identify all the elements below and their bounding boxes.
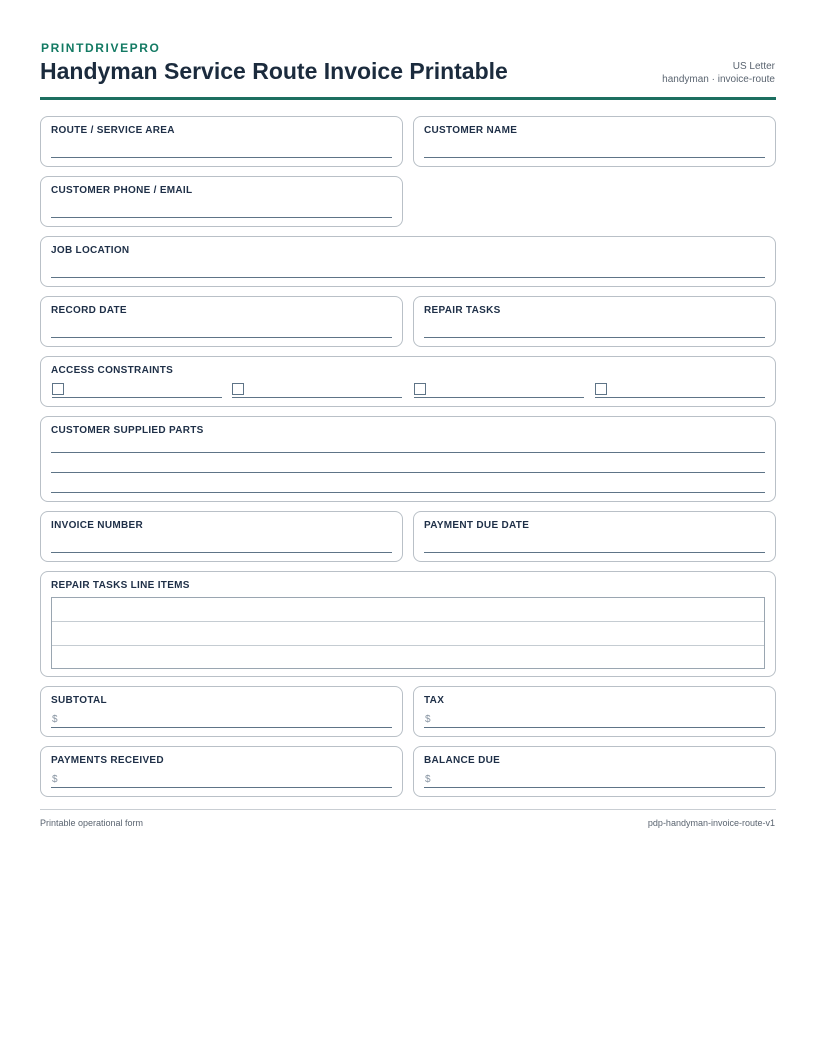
tax-box: [413, 686, 776, 737]
footer-note: Printable operational form: [40, 818, 144, 828]
customer-phone-email-label: CUSTOMER PHONE / EMAIL: [51, 185, 193, 196]
access-constraint-item: [595, 382, 765, 398]
customer-supplied-parts-label: CUSTOMER SUPPLIED PARTS: [51, 425, 204, 436]
customer-supplied-parts-line-3[interactable]: [51, 492, 765, 493]
checkbox[interactable]: [52, 383, 64, 395]
record-date-label: RECORD DATE: [51, 305, 127, 316]
check-line[interactable]: [52, 397, 222, 398]
customer-supplied-parts-line-1[interactable]: [51, 452, 765, 453]
record-date-box: [40, 296, 403, 347]
customer-supplied-parts-box: [40, 416, 776, 502]
access-constraint-item: [52, 382, 222, 398]
payment-due-date-box: [413, 511, 776, 562]
job-location-box: [40, 236, 776, 287]
access-constraints-box: [40, 356, 776, 407]
page-meta: [662, 60, 775, 86]
subtotal-field[interactable]: [51, 727, 392, 728]
payment-due-date-label: PAYMENT DUE DATE: [424, 520, 530, 531]
route-service-area-label: ROUTE / SERVICE AREA: [51, 125, 175, 136]
tax-field[interactable]: [424, 727, 765, 728]
checkbox[interactable]: [232, 383, 244, 395]
payments-received-field[interactable]: [51, 787, 392, 788]
balance-due-box: [413, 746, 776, 797]
repair-tasks-box: [413, 296, 776, 347]
currency-symbol: $: [52, 774, 58, 785]
form-id: pdp-handyman-invoice-route-v1: [647, 818, 775, 828]
table-row[interactable]: [52, 622, 764, 646]
checkbox[interactable]: [595, 383, 607, 395]
subtotal-box: [40, 686, 403, 737]
check-line[interactable]: [414, 397, 584, 398]
brand-name: PRINTDRIVEPRO: [41, 41, 161, 55]
repair-tasks-line-items-box: [40, 571, 776, 677]
customer-name-field[interactable]: [424, 157, 765, 158]
currency-symbol: $: [425, 714, 431, 725]
customer-phone-email-box: [40, 176, 403, 227]
invoice-number-field[interactable]: [51, 552, 392, 553]
page-title: Handyman Service Route Invoice Printable: [40, 58, 508, 84]
access-constraint-item: [414, 382, 584, 398]
route-service-area-box: [40, 116, 403, 167]
footer-divider: [40, 809, 776, 810]
invoice-number-box: [40, 511, 403, 562]
currency-symbol: $: [425, 774, 431, 785]
customer-name-box: [413, 116, 776, 167]
tags: handyman · invoice-route: [662, 74, 775, 85]
customer-supplied-parts-line-2[interactable]: [51, 472, 765, 473]
balance-due-label: BALANCE DUE: [424, 755, 501, 766]
repair-tasks-label: REPAIR TASKS: [424, 305, 501, 316]
checkbox[interactable]: [414, 383, 426, 395]
subtotal-label: SUBTOTAL: [51, 695, 107, 706]
repair-tasks-field[interactable]: [424, 337, 765, 338]
customer-name-label: CUSTOMER NAME: [424, 125, 518, 136]
payments-received-box: [40, 746, 403, 797]
line-items-table: [51, 597, 765, 669]
table-row[interactable]: [52, 598, 764, 622]
header-rule: [40, 97, 776, 100]
record-date-field[interactable]: [51, 337, 392, 338]
repair-tasks-line-items-label: REPAIR TASKS LINE ITEMS: [51, 580, 190, 591]
access-constraint-item: [232, 382, 402, 398]
table-row[interactable]: [52, 646, 764, 668]
balance-due-field[interactable]: [424, 787, 765, 788]
access-constraints-label: ACCESS CONSTRAINTS: [51, 365, 174, 376]
customer-phone-email-field[interactable]: [51, 217, 392, 218]
payments-received-label: PAYMENTS RECEIVED: [51, 755, 164, 766]
invoice-number-label: INVOICE NUMBER: [51, 520, 143, 531]
job-location-label: JOB LOCATION: [51, 245, 130, 256]
currency-symbol: $: [52, 714, 58, 725]
tax-label: TAX: [424, 695, 445, 706]
check-line[interactable]: [595, 397, 765, 398]
payment-due-date-field[interactable]: [424, 552, 765, 553]
check-line[interactable]: [232, 397, 402, 398]
paper-size: US Letter: [732, 61, 775, 72]
route-service-area-field[interactable]: [51, 157, 392, 158]
job-location-field[interactable]: [51, 277, 765, 278]
